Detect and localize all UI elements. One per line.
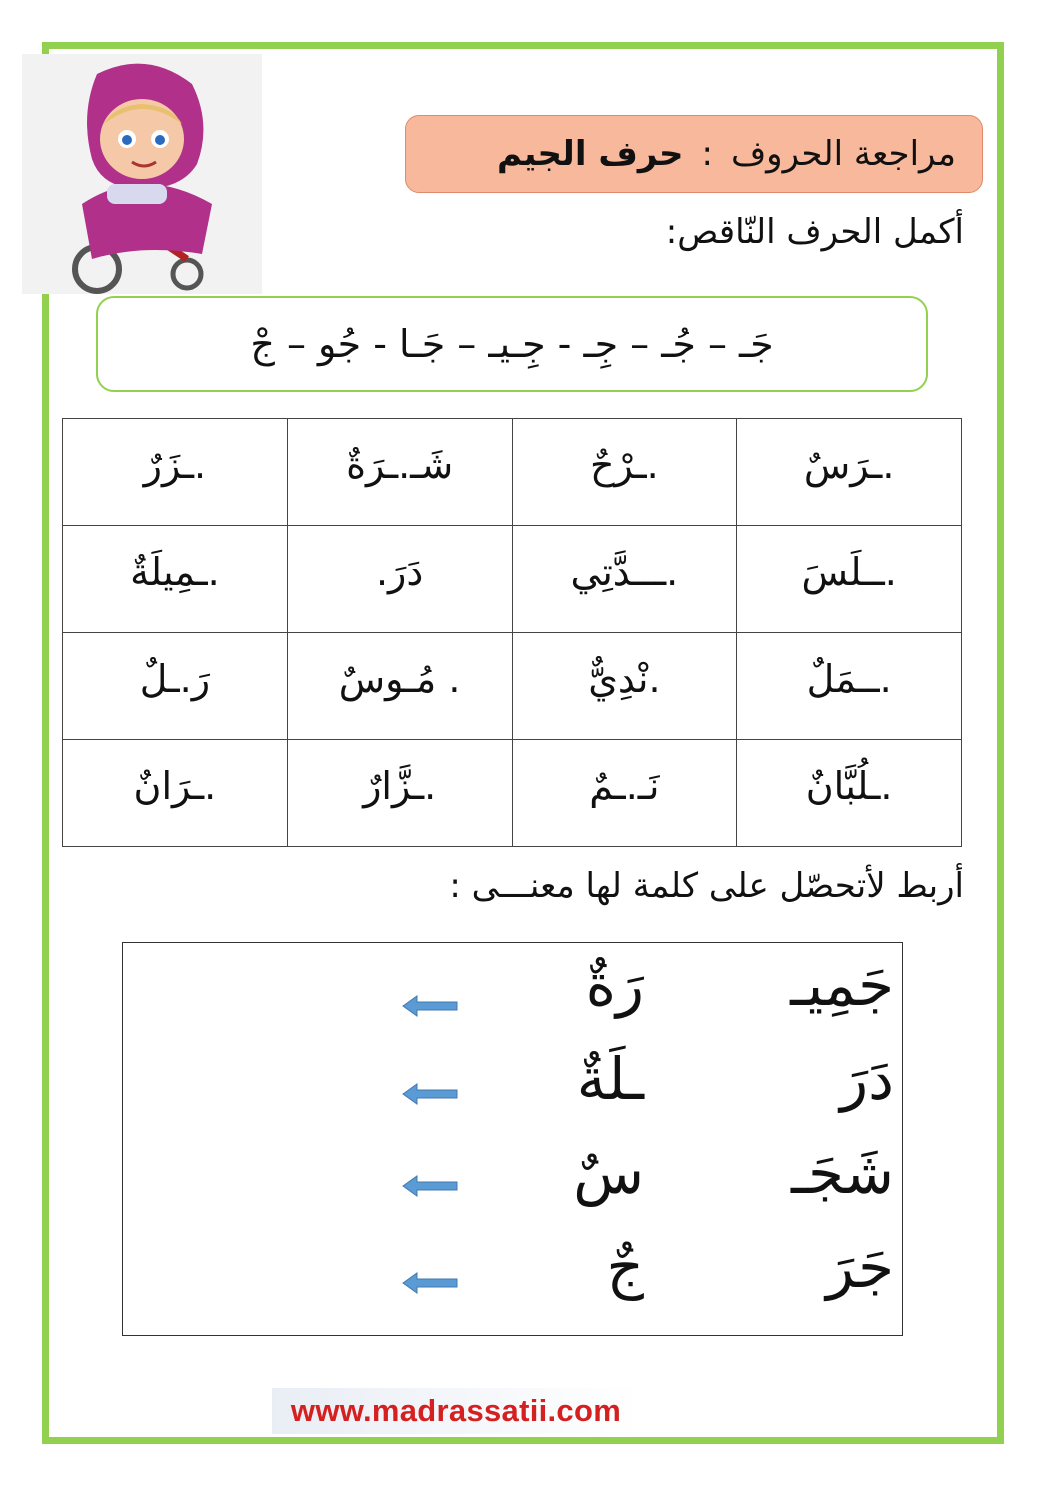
match-first-part[interactable]: شَجَـ — [790, 1139, 894, 1207]
girl-on-tricycle-illustration — [22, 54, 262, 294]
table-cell[interactable]: نَـ.ـمٌ — [512, 740, 737, 847]
table-cell[interactable]: .ـرَانٌ — [63, 740, 288, 847]
missing-letter-table — [62, 418, 962, 847]
match-first-part[interactable]: جَمِيـ — [790, 951, 894, 1019]
table-cell[interactable]: .ـلُبَّانٌ — [737, 740, 962, 847]
title-banner — [405, 115, 983, 193]
table-cell[interactable]: .ـمِيلَةٌ — [63, 526, 288, 633]
table-cell[interactable]: .ـرَسٌ — [737, 419, 962, 526]
table-cell[interactable]: .ـــدَّتِي — [512, 526, 737, 633]
match-first-part[interactable]: دَرَ — [840, 1045, 894, 1113]
match-second-part[interactable]: رَةٌ — [585, 951, 644, 1019]
matching-box — [122, 942, 903, 1336]
title-prefix: مراجعة الحروف — [730, 134, 956, 174]
exercise1-instruction: أكمل الحرف النّاقص: — [665, 212, 964, 252]
table-cell[interactable]: .ــمَلٌ — [737, 633, 962, 740]
table-cell[interactable]: دَرَ. — [287, 526, 512, 633]
table-row — [63, 633, 962, 740]
exercise2-instruction: أربط لأتحصّل على كلمة لها معنـــى : — [449, 866, 964, 906]
title-separator: : — [701, 134, 713, 174]
match-second-part[interactable]: جٌ — [606, 1233, 644, 1301]
table-cell[interactable]: .نْدِيٌّ — [512, 633, 737, 740]
website-watermark[interactable] — [272, 1388, 640, 1434]
match-second-part[interactable]: ـلَةٌ — [576, 1045, 644, 1113]
table-cell[interactable]: .ــلَسَ — [737, 526, 962, 633]
title-letter: حرف الجيم — [497, 134, 684, 174]
website-url[interactable]: www.madrassatii.com — [290, 1393, 622, 1428]
table-row — [63, 419, 962, 526]
table-cell[interactable]: .ـزَّارٌ — [287, 740, 512, 847]
arrow-left-icon — [401, 1271, 459, 1295]
match-row — [123, 1045, 902, 1140]
table-row — [63, 740, 962, 847]
arrow-left-icon — [401, 1082, 459, 1106]
match-row — [123, 951, 902, 1046]
table-cell[interactable]: .ـرْحٌ — [512, 419, 737, 526]
match-second-part[interactable]: سٌ — [573, 1139, 644, 1207]
match-first-part[interactable]: جَرَ — [826, 1233, 894, 1301]
arrow-left-icon — [401, 994, 459, 1018]
letter-forms-box — [96, 296, 928, 392]
match-row — [123, 1139, 902, 1234]
match-row — [123, 1233, 902, 1328]
table-cell[interactable]: رَ.ـلٌ — [63, 633, 288, 740]
table-cell[interactable]: . مُـوسٌ — [287, 633, 512, 740]
table-row — [63, 526, 962, 633]
letter-forms: جَـ – جُـ – جِـ - جِـيـ – جَـا - جُو – جْ — [250, 322, 774, 366]
table-cell[interactable]: شَـ.ـرَةٌ — [287, 419, 512, 526]
arrow-left-icon — [401, 1174, 459, 1198]
table-cell[interactable]: .ـزَرٌ — [63, 419, 288, 526]
